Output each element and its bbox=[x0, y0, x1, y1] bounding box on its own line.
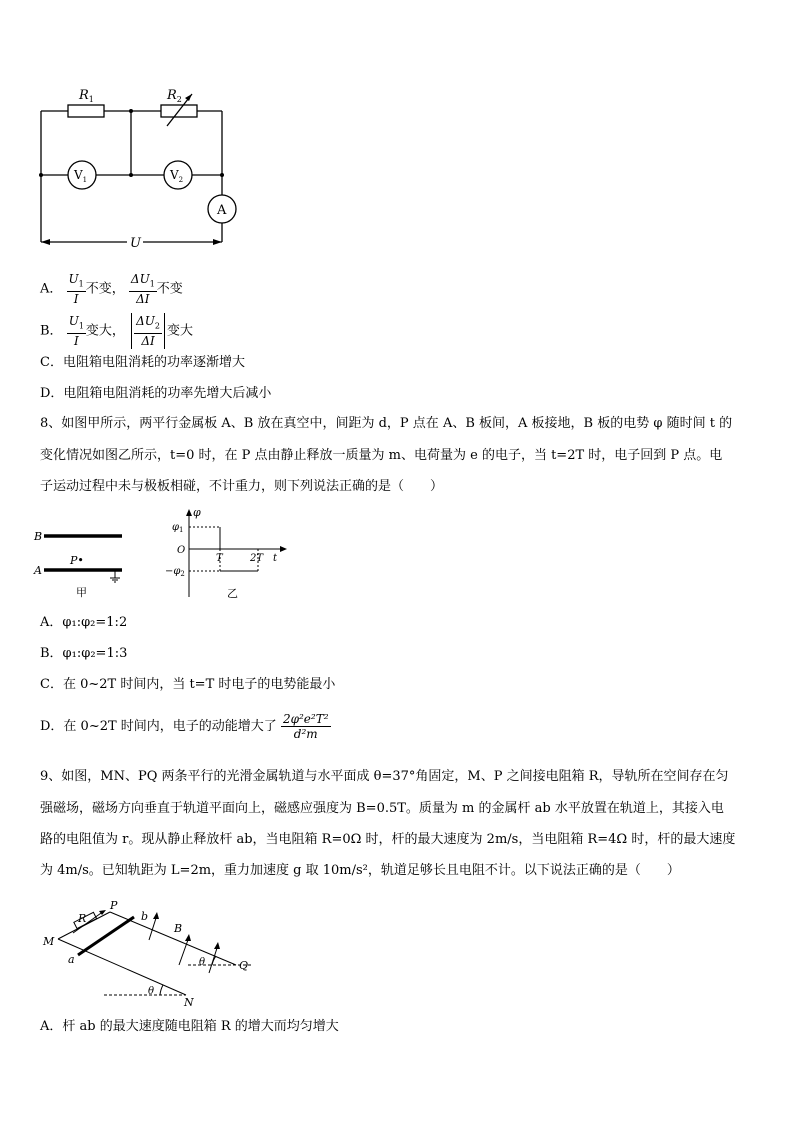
q9-rail-figure bbox=[36, 895, 266, 1010]
r1-label: $R_1$ bbox=[79, 88, 94, 104]
rail-n-label: N bbox=[184, 996, 194, 1009]
fraction: $\frac{U_1}{I}$ bbox=[68, 272, 84, 307]
fraction: $\frac{U_1}{I}$ bbox=[68, 314, 84, 349]
rail-m-label: M bbox=[43, 935, 55, 948]
plate-b-label: B bbox=[34, 530, 43, 543]
q8-option-a: A．φ₁:φ₂=1:2 bbox=[40, 615, 128, 630]
t-tick-label: T bbox=[216, 553, 223, 564]
q7-option-d: D．电阻箱电阻消耗的功率先增大后减小 bbox=[40, 386, 272, 401]
2t-tick-label: 2T bbox=[250, 553, 264, 564]
fraction: $\frac{\text{2φ²e²T²}}{\text{d²m}}$ bbox=[282, 712, 329, 741]
caption-jia: 甲 bbox=[76, 586, 87, 599]
axis-t-label: t bbox=[273, 553, 278, 564]
q9-option-a: A．杆 ab 的最大速度随电阻箱 R 的增大而均匀增大 bbox=[40, 1019, 339, 1034]
rod-a-label: a bbox=[68, 953, 75, 966]
plate-a-label: A bbox=[34, 564, 42, 577]
v2-label: $V_2$ bbox=[170, 168, 184, 184]
absolute-value: $\frac{\Delta U_2}{\Delta I}$ bbox=[131, 313, 165, 349]
q9-stem-line4: 为 4m/s。已知轨距为 L=2m，重力加速度 g 取 10m/s²，轨道足够长且电阻不计。以下说法正确的是（ ） bbox=[40, 863, 680, 878]
q8-stem-line3: 子运动过程中未与极板相碰，不计重力，则下列说法正确的是（ ） bbox=[40, 479, 444, 494]
theta-label-lower: θ bbox=[148, 986, 155, 997]
field-b-label: B bbox=[174, 922, 183, 935]
neg-phi2-label: $-\varphi_2$ bbox=[165, 566, 185, 578]
rod-b-label: b bbox=[141, 910, 149, 923]
resistor-r-label: R bbox=[78, 912, 87, 925]
r2-label: $R_2$ bbox=[167, 88, 182, 104]
voltage-label: U bbox=[130, 236, 141, 251]
phi1-label: $\varphi_1$ bbox=[172, 522, 184, 534]
ammeter-label: A bbox=[217, 203, 227, 218]
caption-yi: 乙 bbox=[227, 587, 238, 600]
q7-option-a: A． $\frac{U_1}{I}$ 不变， $\frac{\Delta U_1}{\Delta I}$ 不变 bbox=[40, 272, 183, 307]
circuit-diagram bbox=[30, 80, 260, 255]
theta-label-upper: θ bbox=[199, 957, 206, 968]
q8-option-b: B．φ₁:φ₂=1:3 bbox=[40, 646, 128, 661]
axis-phi-label: φ bbox=[193, 506, 201, 519]
q8-figure-yi bbox=[165, 505, 295, 605]
origin-label: O bbox=[177, 545, 186, 556]
q8-stem-line1: 8、如图甲所示，两平行金属板 A、B 放在真空中，间距为 d，P 点在 A、B 板间，A 板接地，B 板的电势 φ 随时间 t 的 bbox=[40, 416, 733, 431]
v1-label: $V_1$ bbox=[74, 168, 88, 184]
q8-figure-jia bbox=[30, 522, 140, 602]
q8-stem-line2: 变化情况如图乙所示，t=0 时，在 P 点由静止释放一质量为 m、电荷量为 e 的电子，当 t=2T 时，电子回到 P 点。电 bbox=[40, 448, 723, 463]
q8-option-d: D．在 0~2T 时间内，电子的动能增大了 $\frac{\text{2φ²e²T²}}{\text{d²m}}$ bbox=[40, 712, 329, 741]
point-p-label: P• bbox=[70, 554, 84, 567]
q9-stem-line2: 强磁场，磁场方向垂直于轨道平面向上，磁感应强度为 B=0.5T。质量为 m 的金属杆 ab 水平放置在轨道上，其接入电 bbox=[40, 801, 724, 816]
q8-option-c: C．在 0~2T 时间内，当 t=T 时电子的电势能最小 bbox=[40, 677, 336, 692]
q7-option-b: B． $\frac{U_1}{I}$ 变大， $\frac{\Delta U_2}{\Delta I}$ 变大 bbox=[40, 314, 193, 349]
rail-q-label: Q bbox=[239, 959, 249, 972]
q9-stem-line1: 9、如图，MN、PQ 两条平行的光滑金属轨道与水平面成 θ=37°角固定，M、P 之间接电阻箱 R，导轨所在空间存在匀 bbox=[40, 769, 729, 784]
q9-stem-line3: 路的电阻值为 r。现从静止释放杆 ab，当电阻箱 R=0Ω 时，杆的最大速度为 2m/s，当电阻箱 R=4Ω 时，杆的最大速度 bbox=[40, 832, 736, 847]
rail-p-label: P bbox=[110, 899, 118, 912]
q7-option-c: C．电阻箱电阻消耗的功率逐渐增大 bbox=[40, 355, 245, 370]
fraction: $\frac{\Delta U_1}{\Delta I}$ bbox=[130, 272, 155, 307]
